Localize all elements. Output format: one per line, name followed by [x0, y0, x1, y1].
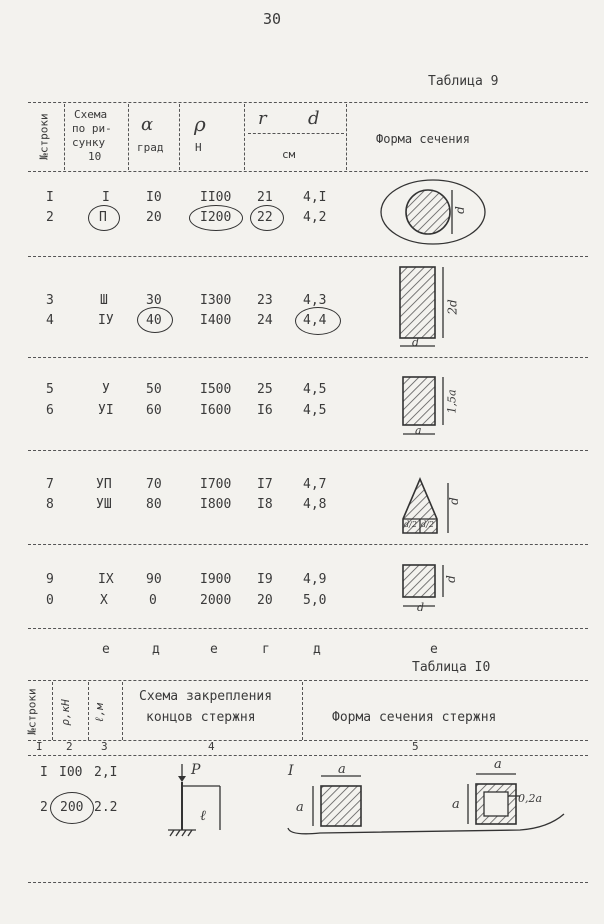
table9-header-alpha-unit: град [137, 141, 164, 154]
table10-bottom-rule [28, 882, 588, 883]
table10-cell: I [40, 765, 48, 780]
table9-cell: У [102, 382, 110, 397]
table9-cell: I0 [146, 190, 162, 205]
table9-cell: I400 [200, 313, 232, 328]
section-variant-label: I [288, 763, 294, 779]
table10-header-rule2 [28, 755, 588, 756]
table10-col-divider [52, 682, 53, 740]
page-number: 30 [263, 10, 282, 28]
table9-cell: Ш [100, 293, 108, 308]
table9-cell: I7 [257, 477, 273, 492]
table9-cell: 25 [257, 382, 273, 397]
table9-bottom-rule [28, 628, 588, 629]
table10-header-l: ℓ,м [92, 703, 106, 723]
shape-circle [380, 175, 490, 245]
table10-col-num: I [36, 740, 43, 753]
table9-cell: 4,5 [303, 403, 327, 418]
table9-cell: I600 [200, 403, 232, 418]
table9-cell: 4,8 [303, 497, 327, 512]
table9-cell: I800 [200, 497, 232, 512]
table10-col-num: 3 [101, 740, 108, 753]
table9-footer-letter: д [152, 642, 160, 657]
table9-cell: 4,3 [303, 293, 327, 308]
table9-cell: 4,I [303, 190, 327, 205]
table10-header-p: ρ,кН [58, 699, 72, 726]
table9-header-d: d [308, 108, 320, 129]
table9-col-divider [128, 104, 129, 170]
table9-cell: 5,0 [303, 593, 327, 608]
table9-cell: I200 [200, 210, 232, 225]
table9-cell: I [102, 190, 110, 205]
table10-cell: 2.2 [94, 800, 118, 815]
table9-footer-letter: е [210, 642, 218, 657]
table9-title: Таблица 9 [428, 74, 499, 89]
table10-col-num: 5 [412, 740, 419, 753]
table10-cell: 200 [60, 800, 84, 815]
shape-tall-rect-h: 2d [445, 299, 460, 315]
table9-cell: I6 [257, 403, 273, 418]
section-box-a-top: a [494, 757, 502, 772]
table9-footer-letter: е [430, 642, 438, 657]
shape-tall-rect-w: d [412, 336, 420, 349]
table10-header-scheme: концов стержня [146, 710, 256, 725]
table9-row-rule [28, 544, 588, 545]
handwritten-circle [189, 205, 243, 231]
shape-pentagon-h: d [446, 497, 461, 505]
table9-header-p: ρ [194, 112, 206, 136]
table9-cell: 5 [46, 382, 54, 397]
section-box-a-side: a [452, 797, 460, 812]
table9-cell: 20 [257, 593, 273, 608]
table9-cell: П [99, 210, 107, 225]
table9-cell: УП [96, 477, 112, 492]
table9-cell: 22 [257, 210, 273, 225]
table9-cell: 24 [257, 313, 273, 328]
table9-header-shape: Форма сечения [376, 132, 470, 146]
table10-cell: I00 [59, 765, 83, 780]
table9-cell: 50 [146, 382, 162, 397]
section-square-a-side: a [296, 800, 304, 815]
table9-cell: 4,2 [303, 210, 327, 225]
section-box-wall-label: 0,2a [518, 792, 543, 805]
table9-cell: I9 [257, 572, 273, 587]
table9-cell: 4,7 [303, 477, 327, 492]
table9-cell: IX [98, 572, 114, 587]
table9-header-row-no: №строки [37, 113, 51, 160]
table9-cell: 7 [46, 477, 54, 492]
table10-col-num: 4 [208, 740, 215, 753]
table9-header-rule [28, 171, 588, 172]
table9-col-divider [64, 104, 65, 170]
table9-row-rule [28, 256, 588, 257]
section-square-a-top: a [338, 762, 346, 777]
table10-header-scheme: Схема закрепления [139, 689, 273, 704]
table9-cell: 2000 [200, 593, 232, 608]
table9-cell: 23 [257, 293, 273, 308]
table9-cell: 6 [46, 403, 54, 418]
table9-cell: 30 [146, 293, 162, 308]
rod-length-label: ℓ [200, 808, 206, 824]
table9-cell: 2 [46, 210, 54, 225]
table9-header-rd-unit: см [282, 148, 296, 161]
table9-cell: 0 [46, 593, 54, 608]
table9-cell: 40 [146, 313, 162, 328]
table9-col-divider [346, 104, 347, 170]
table10-col-divider [88, 682, 89, 740]
table9-cell: 21 [257, 190, 273, 205]
table9-cell: X [100, 593, 108, 608]
table9-cell: УШ [96, 497, 112, 512]
table9-header-scheme: сунку [72, 136, 106, 149]
table9-col-divider [244, 104, 245, 170]
table9-cell: I300 [200, 293, 232, 308]
table9-top-rule [28, 102, 588, 103]
table10-col-num: 2 [66, 740, 73, 753]
table9-cell: I8 [257, 497, 273, 512]
table10-header-shape: Форма сечения стержня [332, 710, 497, 725]
table10-header-row-no: №строки [25, 688, 39, 735]
table9-row-rule [28, 450, 588, 451]
table9-footer-letter: е [102, 642, 110, 657]
table9-cell: 70 [146, 477, 162, 492]
table9-cell: 80 [146, 497, 162, 512]
shape-rect-a-w: a [415, 424, 422, 437]
table9-cell: 4,5 [303, 382, 327, 397]
table9-row-rule [28, 357, 588, 358]
shape-rect-a-h: 1,5a [445, 389, 459, 414]
shape-square-w: d [417, 601, 425, 614]
table9-header-scheme: 10 [88, 150, 102, 163]
rod-force-label: P [191, 762, 201, 778]
table10-cell: 2 [40, 800, 48, 815]
handwritten-circle [250, 205, 284, 231]
table9-header-alpha: α [141, 114, 154, 135]
table9-cell: 0 [149, 593, 157, 608]
table9-header-scheme: Схема [74, 108, 108, 121]
table9-cell: I [46, 190, 54, 205]
shape-pentagon [398, 473, 478, 543]
handwritten-circle [88, 205, 120, 231]
shape-circle-label: d [452, 206, 467, 214]
table9-cell: 3 [46, 293, 54, 308]
table9-col-divider [179, 104, 180, 170]
table10-cell: 2,I [94, 765, 118, 780]
table9-cell: 20 [146, 210, 162, 225]
table10-col-divider [302, 682, 303, 740]
table9-cell: IУ [98, 313, 114, 328]
shape-pentagon-b1: d/2 [404, 520, 417, 529]
table9-footer-letter: г [262, 642, 270, 657]
table9-header-r: r [258, 108, 267, 129]
table10-title: Таблица I0 [412, 660, 491, 675]
handwritten-circle [137, 307, 173, 333]
table9-cell: I700 [200, 477, 232, 492]
handwritten-circle [50, 792, 94, 824]
shape-square [398, 560, 468, 620]
table9-cell: 4 [46, 313, 54, 328]
handwritten-circle [295, 307, 341, 335]
table9-cell: 90 [146, 572, 162, 587]
table9-cell: 4,4 [303, 313, 327, 328]
table10-top-rule [28, 680, 588, 681]
table9-cell: I900 [200, 572, 232, 587]
table9-cell: 60 [146, 403, 162, 418]
table10-col-divider [122, 682, 123, 740]
shape-square-h: d [443, 575, 458, 583]
table9-cell: II00 [200, 190, 232, 205]
table9-cell: 8 [46, 497, 54, 512]
table9-cell: I500 [200, 382, 232, 397]
table9-header-p-unit: Н [195, 141, 202, 154]
table9-cell: 9 [46, 572, 54, 587]
table9-cell: УI [98, 403, 114, 418]
shape-pentagon-b2: d/2 [421, 520, 434, 529]
table9-header-scheme: по ри- [72, 122, 112, 135]
table9-cell: 4,9 [303, 572, 327, 587]
table9-footer-letter: д [313, 642, 321, 657]
table9-header-subrule [248, 133, 344, 134]
table10-header-rule [28, 740, 588, 741]
